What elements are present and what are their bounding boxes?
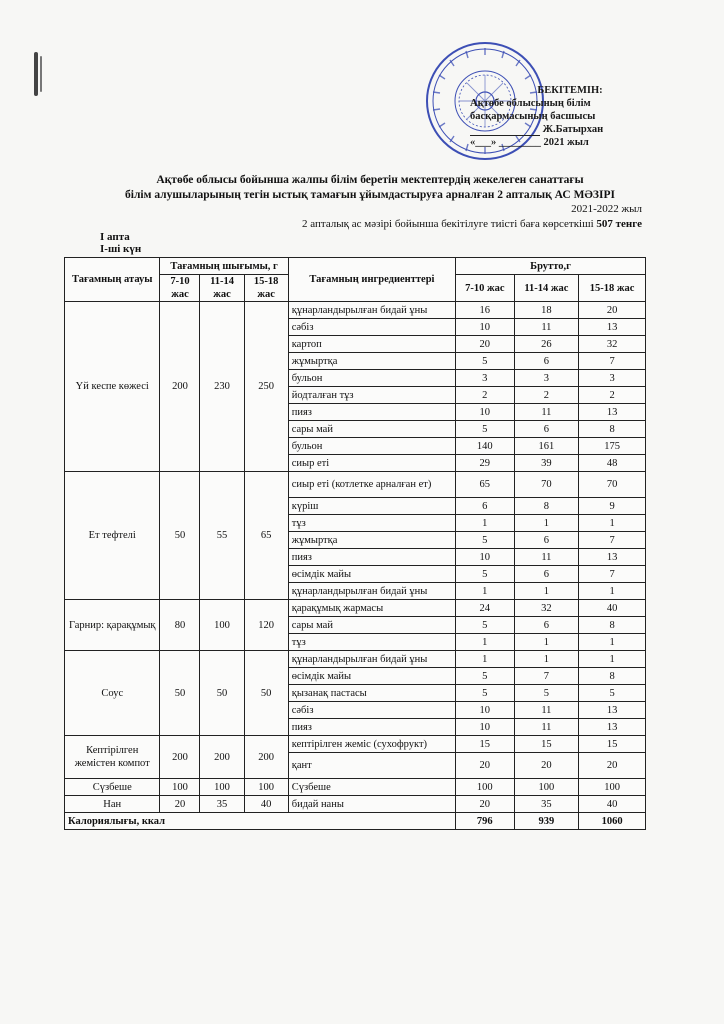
dish-yield: 200 [200, 736, 244, 779]
brutto-value: 20 [456, 796, 515, 813]
ingredient-name: қарақұмық жармасы [288, 600, 455, 617]
header-dish: Тағамның атауы [65, 258, 160, 302]
brutto-value: 10 [456, 702, 515, 719]
table-row [65, 472, 646, 498]
header-yield: Тағамның шығымы, г [160, 258, 288, 275]
ingredient-name: өсімдік майы [288, 566, 455, 583]
ingredient-name: күріш [288, 498, 455, 515]
brutto-value: 1 [579, 634, 646, 651]
dish-yield: 35 [200, 796, 244, 813]
ingredient-name: сәбіз [288, 319, 455, 336]
dish-yield: 55 [200, 472, 244, 600]
brutto-value: 18 [514, 302, 579, 319]
brutto-value: 6 [514, 353, 579, 370]
dish-yield: 80 [160, 600, 200, 651]
brutto-value: 70 [579, 472, 646, 498]
ingredient-name: бидай наны [288, 796, 455, 813]
dish-yield: 100 [244, 779, 288, 796]
brutto-value: 6 [514, 532, 579, 549]
brutto-value: 13 [579, 404, 646, 421]
brutto-value: 3 [514, 370, 579, 387]
brutto-value: 29 [456, 455, 515, 472]
brutto-value: 6 [456, 498, 515, 515]
brutto-value: 11 [514, 319, 579, 336]
brutto-value: 20 [456, 753, 515, 779]
brutto-value: 8 [579, 421, 646, 438]
brutto-value: 20 [514, 753, 579, 779]
price-text: 2 апталық ас мәзірі бойынша бекітілуге тиісті баға көрсеткіші [302, 218, 597, 230]
approval-line: Ақтөбе облысының білім [470, 98, 591, 109]
brutto-value: 20 [579, 753, 646, 779]
table-row [65, 736, 646, 753]
table-row [65, 651, 646, 668]
dish-name: Сүзбеше [65, 779, 160, 796]
dish-name: Гарнир: қарақұмық [65, 600, 160, 651]
calories-value: 939 [514, 813, 579, 830]
dish-yield: 50 [200, 651, 244, 736]
header-row [65, 258, 646, 275]
dish-yield: 100 [160, 779, 200, 796]
brutto-value: 40 [579, 796, 646, 813]
ingredient-name: өсімдік майы [288, 668, 455, 685]
approval-block: БЕКІТЕМІН: Ақтөбе облысының білім басқармасының басшысы Ж.Батырхан «___» ________ 2021 жыл [470, 84, 710, 149]
dish-name: Ет тефтелі [65, 472, 160, 600]
brutto-value: 10 [456, 404, 515, 421]
brutto-value: 1 [514, 515, 579, 532]
brutto-value: 1 [456, 583, 515, 600]
table-row [65, 600, 646, 617]
heading-line: білім алушыларының тегін ыстық тамағын ұйымдастыруға арналған 2 апталық АС МӘЗІРІ [125, 189, 615, 201]
ingredient-name: сары май [288, 617, 455, 634]
brutto-value: 2 [456, 387, 515, 404]
brutto-value: 1 [514, 634, 579, 651]
ingredient-name: картоп [288, 336, 455, 353]
header-age: 7-10 жас [456, 275, 515, 302]
brutto-value: 11 [514, 404, 579, 421]
ingredient-name: сиыр еті (котлетке арналған ет) [288, 472, 455, 498]
price-indicator [302, 218, 642, 230]
brutto-value: 2 [579, 387, 646, 404]
price-value: 507 тенге [596, 218, 642, 230]
brutto-value: 5 [456, 421, 515, 438]
dish-yield: 200 [160, 736, 200, 779]
ingredient-name: тұз [288, 515, 455, 532]
brutto-value: 3 [579, 370, 646, 387]
dish-name: Соус [65, 651, 160, 736]
table-row [65, 796, 646, 813]
dish-name: Үй кеспе көжесі [65, 302, 160, 472]
brutto-value: 175 [579, 438, 646, 455]
brutto-value: 6 [514, 421, 579, 438]
dish-yield: 100 [200, 779, 244, 796]
brutto-value: 100 [579, 779, 646, 796]
brutto-value: 13 [579, 549, 646, 566]
brutto-value: 15 [456, 736, 515, 753]
brutto-value: 3 [456, 370, 515, 387]
dish-yield: 200 [244, 736, 288, 779]
brutto-value: 161 [514, 438, 579, 455]
header-age: 11-14 жас [200, 275, 244, 302]
brutto-value: 5 [579, 685, 646, 702]
brutto-value: 32 [514, 600, 579, 617]
brutto-value: 32 [579, 336, 646, 353]
ingredient-name: қант [288, 753, 455, 779]
dish-yield: 120 [244, 600, 288, 651]
brutto-value: 8 [579, 668, 646, 685]
calories-row [65, 813, 646, 830]
brutto-value: 26 [514, 336, 579, 353]
ingredient-name: құнарландырылған бидай ұны [288, 583, 455, 600]
brutto-value: 6 [514, 566, 579, 583]
header-age: 15-18 жас [244, 275, 288, 302]
brutto-value: 5 [456, 353, 515, 370]
brutto-value: 48 [579, 455, 646, 472]
brutto-value: 24 [456, 600, 515, 617]
brutto-value: 9 [579, 498, 646, 515]
calories-value: 1060 [579, 813, 646, 830]
header-age: 15-18 жас [579, 275, 646, 302]
brutto-value: 70 [514, 472, 579, 498]
brutto-value: 5 [456, 532, 515, 549]
ingredient-name: йодталған тұз [288, 387, 455, 404]
brutto-value: 1 [456, 651, 515, 668]
dish-name: Нан [65, 796, 160, 813]
ingredient-name: құнарландырылған бидай ұны [288, 302, 455, 319]
brutto-value: 13 [579, 319, 646, 336]
brutto-value: 5 [456, 685, 515, 702]
brutto-value: 6 [514, 617, 579, 634]
approval-signer: Ж.Батырхан [542, 124, 604, 135]
brutto-value: 65 [456, 472, 515, 498]
brutto-value: 1 [579, 583, 646, 600]
week-label [100, 231, 141, 255]
brutto-value: 1 [456, 515, 515, 532]
ingredient-name: тұз [288, 634, 455, 651]
ingredient-name: жұмыртқа [288, 353, 455, 370]
school-year: 2021-2022 жыл [571, 203, 642, 215]
brutto-value: 40 [579, 600, 646, 617]
brutto-value: 140 [456, 438, 515, 455]
brutto-value: 16 [456, 302, 515, 319]
brutto-value: 11 [514, 549, 579, 566]
brutto-value: 2 [514, 387, 579, 404]
brutto-value: 13 [579, 719, 646, 736]
dish-yield: 20 [160, 796, 200, 813]
ingredient-name: қызанақ пастасы [288, 685, 455, 702]
brutto-value: 20 [579, 302, 646, 319]
header-ingredients: Тағамның ингредиенттері [288, 258, 455, 302]
dish-yield: 50 [244, 651, 288, 736]
brutto-value: 15 [579, 736, 646, 753]
table-row [65, 302, 646, 319]
table-row [65, 779, 646, 796]
brutto-value: 8 [514, 498, 579, 515]
brutto-value: 39 [514, 455, 579, 472]
ingredient-name: бульон [288, 370, 455, 387]
brutto-value: 20 [456, 336, 515, 353]
ingredient-name: сиыр еті [288, 455, 455, 472]
dish-yield: 100 [200, 600, 244, 651]
week-number: І апта [100, 231, 130, 243]
ingredient-name: сары май [288, 421, 455, 438]
dish-name: Кептірілген жемістен компот [65, 736, 160, 779]
brutto-value: 100 [514, 779, 579, 796]
day-number: І-ші күн [100, 243, 142, 255]
ingredient-name: пияз [288, 549, 455, 566]
brutto-value: 15 [514, 736, 579, 753]
dish-yield: 230 [200, 302, 244, 472]
brutto-value: 11 [514, 702, 579, 719]
ingredient-name: бульон [288, 438, 455, 455]
menu-table [64, 257, 646, 830]
binder-mark [40, 56, 42, 92]
header-brutto: Брутто,г [456, 258, 646, 275]
brutto-value: 7 [514, 668, 579, 685]
brutto-value: 7 [579, 566, 646, 583]
brutto-value: 5 [456, 566, 515, 583]
approval-line: басқармасының басшысы [470, 111, 596, 122]
brutto-value: 7 [579, 532, 646, 549]
header-age: 7-10 жас [160, 275, 200, 302]
brutto-value: 5 [456, 617, 515, 634]
dish-yield: 65 [244, 472, 288, 600]
approval-date: 2021 жыл [543, 137, 589, 148]
header-age: 11-14 жас [514, 275, 579, 302]
calories-value: 796 [456, 813, 515, 830]
brutto-value: 1 [579, 651, 646, 668]
brutto-value: 5 [514, 685, 579, 702]
ingredient-name: кептірілген жеміс (сухофрукт) [288, 736, 455, 753]
ingredient-name: құнарландырылған бидай ұны [288, 651, 455, 668]
ingredient-name: пияз [288, 404, 455, 421]
ingredient-name: жұмыртқа [288, 532, 455, 549]
document-heading [70, 173, 670, 203]
brutto-value: 1 [456, 634, 515, 651]
brutto-value: 1 [514, 651, 579, 668]
ingredient-name: пияз [288, 719, 455, 736]
brutto-value: 35 [514, 796, 579, 813]
brutto-value: 10 [456, 319, 515, 336]
brutto-value: 5 [456, 668, 515, 685]
brutto-value: 1 [579, 515, 646, 532]
dish-yield: 50 [160, 651, 200, 736]
dish-yield: 200 [160, 302, 200, 472]
brutto-value: 100 [456, 779, 515, 796]
brutto-value: 10 [456, 549, 515, 566]
brutto-value: 7 [579, 353, 646, 370]
brutto-value: 8 [579, 617, 646, 634]
calories-label: Калориялығы, ккал [65, 813, 456, 830]
ingredient-name: Сүзбеше [288, 779, 455, 796]
binder-mark [34, 52, 38, 96]
heading-line: Ақтөбе облысы бойынша жалпы білім беретін мектептердің жекелеген санаттағы [156, 174, 584, 186]
brutto-value: 13 [579, 702, 646, 719]
dish-yield: 40 [244, 796, 288, 813]
brutto-value: 11 [514, 719, 579, 736]
brutto-value: 10 [456, 719, 515, 736]
ingredient-name: сәбіз [288, 702, 455, 719]
brutto-value: 1 [514, 583, 579, 600]
dish-yield: 50 [160, 472, 200, 600]
approval-title: БЕКІТЕМІН: [537, 85, 603, 96]
dish-yield: 250 [244, 302, 288, 472]
